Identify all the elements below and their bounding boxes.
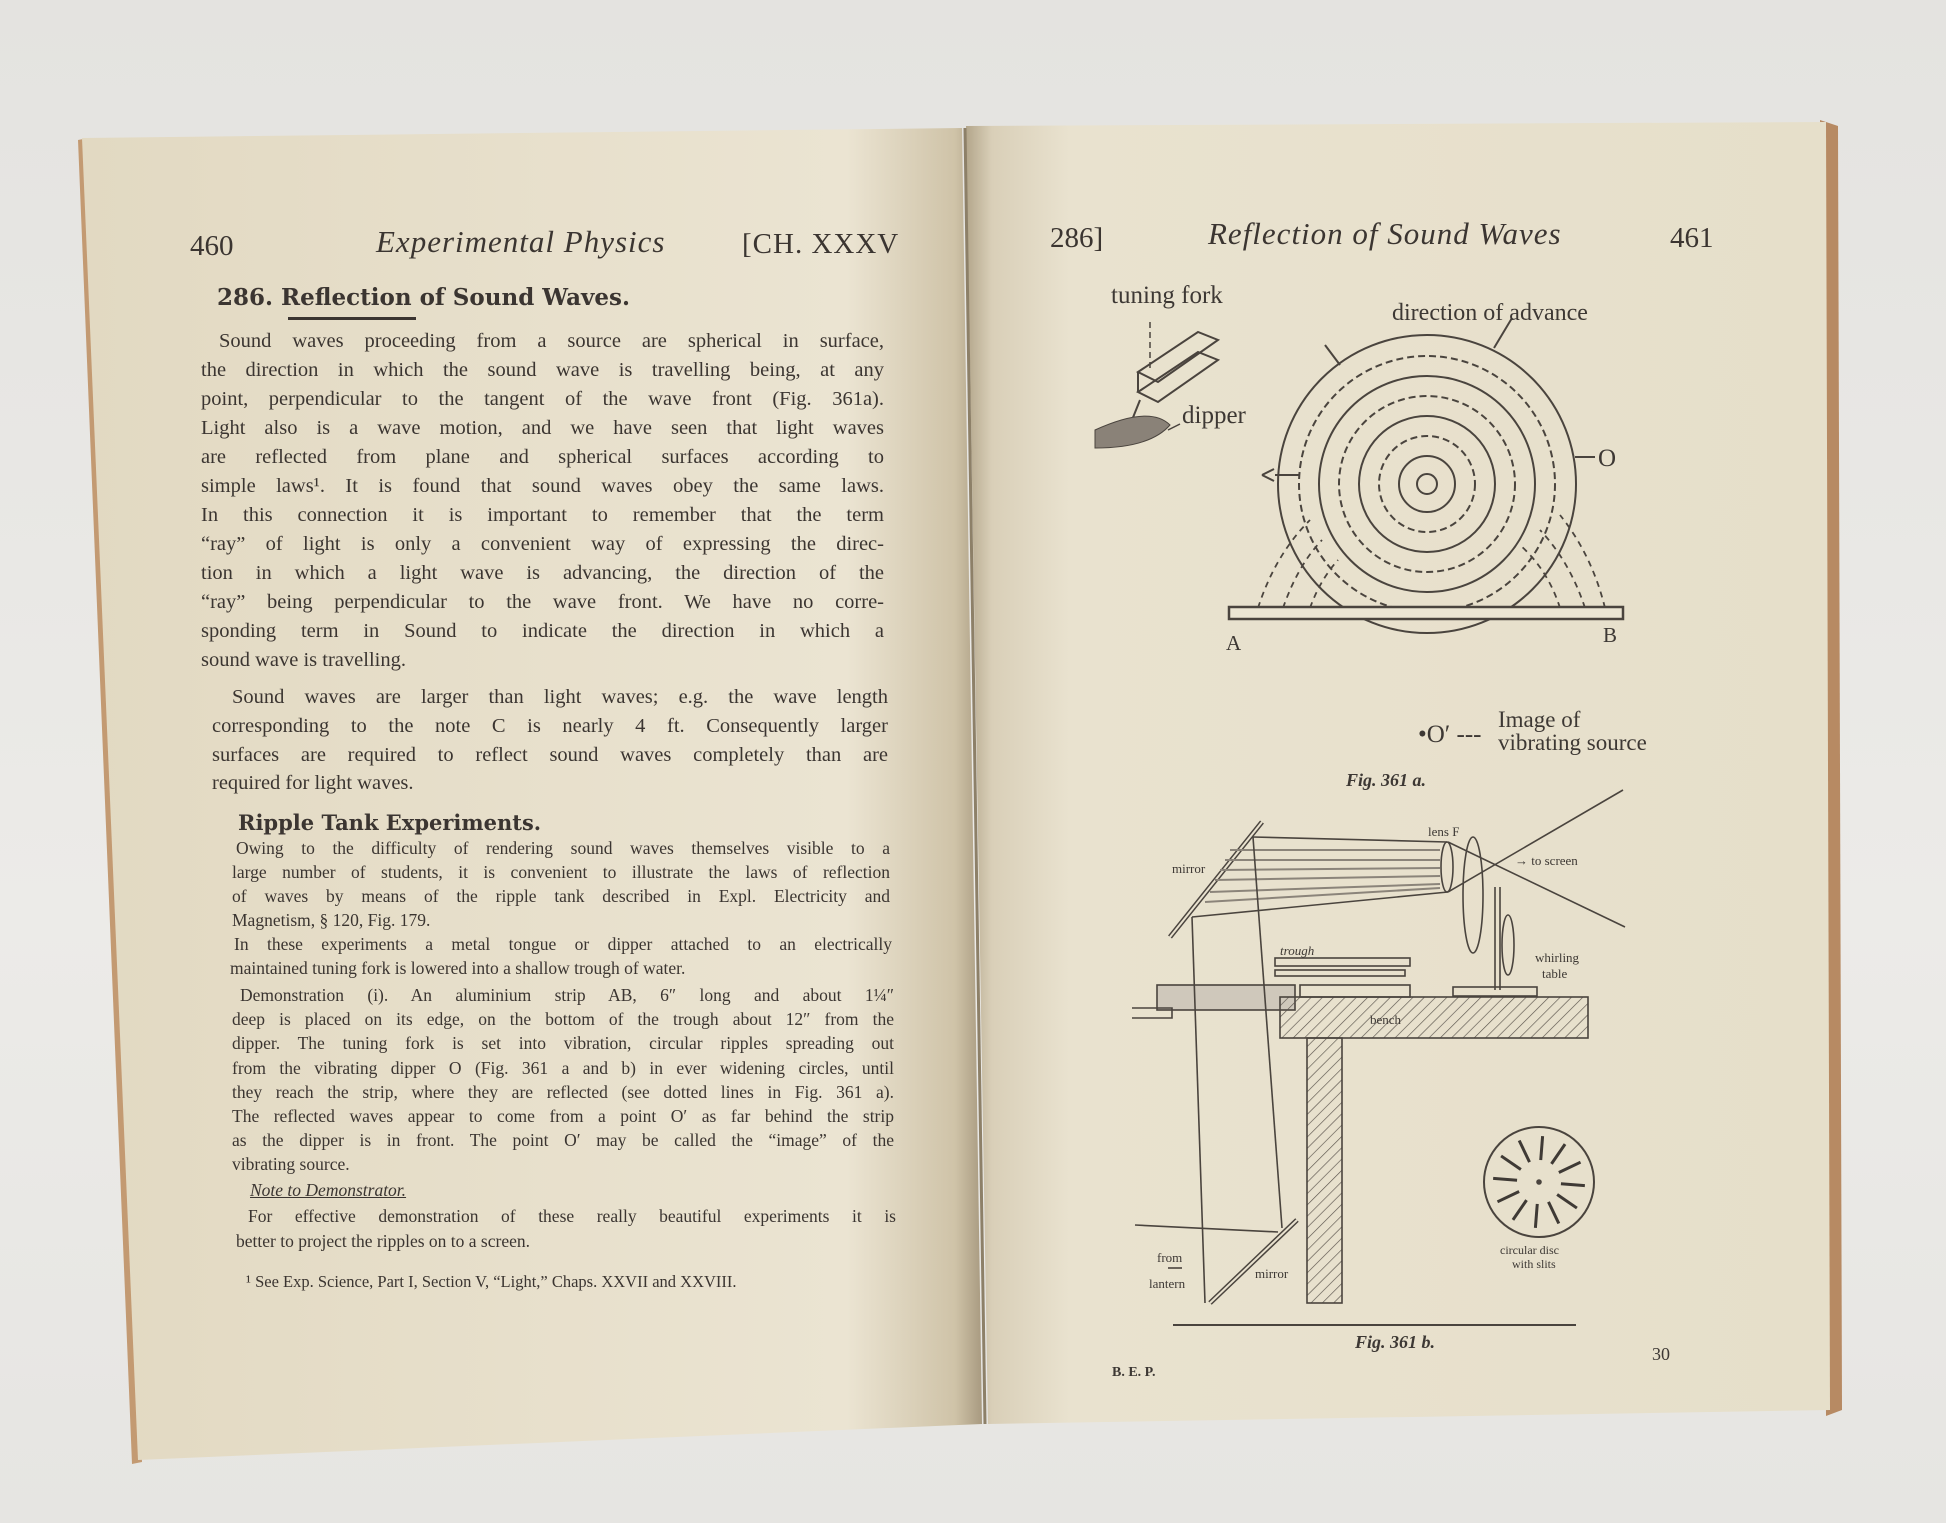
body-line: simple laws¹. It is found that sound waves obey the same laws. xyxy=(201,475,884,497)
body-line: surfaces are required to reflect sound waves completely than are xyxy=(212,743,888,766)
label-whirling-1: whirling xyxy=(1535,950,1580,965)
label-disc-2: with slits xyxy=(1512,1257,1556,1271)
label-from: from xyxy=(1157,1250,1183,1265)
body-line: In these experiments a metal tongue or dipper attached to an electrically xyxy=(234,934,892,954)
body-line: For effective demonstration of these really beautiful experiments it is xyxy=(248,1206,896,1226)
body-line: The reflected waves appear to come from a point O′ as far behind the strip xyxy=(232,1106,894,1126)
label-a: A xyxy=(1226,631,1242,655)
fig-361a-caption: Fig. 361 a. xyxy=(1346,770,1427,790)
body-line: dipper. The tuning fork is set into vibration, circular ripples spreading out xyxy=(232,1033,894,1054)
label-image-1: Image of xyxy=(1498,707,1581,732)
body-line: sound wave is travelling. xyxy=(201,649,406,671)
label-disc-1: circular disc xyxy=(1500,1243,1559,1257)
left-page-number: 460 xyxy=(190,230,234,262)
body-line: are reflected from plane and spherical surfaces according to xyxy=(201,446,884,468)
footnote: ¹ See Exp. Science, Part I, Section V, “Light,” Chaps. XXVII and XXVIII. xyxy=(246,1272,737,1291)
body-line: better to project the ripples on to a screen. xyxy=(236,1231,530,1252)
label-to-screen: → to screen xyxy=(1515,853,1578,868)
body-line: vibrating source. xyxy=(232,1154,350,1175)
label-lens: lens F xyxy=(1428,824,1460,839)
body-line: sponding term in Sound to indicate the direction in which a xyxy=(201,620,884,642)
body-line: they reach the strip, where they are reflected (see dotted lines in Fig. 361 a). xyxy=(232,1081,894,1102)
bench xyxy=(1280,997,1588,1038)
label-image-2: vibrating source xyxy=(1498,730,1647,755)
chapter-label: [CH. XXXV xyxy=(742,228,900,260)
label-mirror-top: mirror xyxy=(1172,861,1206,876)
label-b: B xyxy=(1603,623,1618,647)
label-image-point: •O′ --- xyxy=(1418,721,1482,748)
body-line: point, perpendicular to the tangent of the wave front (Fig. 361a). xyxy=(201,388,884,410)
trough xyxy=(1157,985,1295,1010)
body-line: as the dipper is in front. The point O′ may be called the “image” of the xyxy=(232,1130,894,1151)
body-line: corresponding to the note C is nearly 4 ft. Consequently larger xyxy=(212,714,888,737)
body-line: In this connection it is important to remember that the term xyxy=(201,504,884,526)
body-line: Demonstration (i). An aluminium strip AB, 6″ long and about 1¼″ xyxy=(240,985,894,1005)
body-line: Sound waves proceeding from a source are spherical in surface, xyxy=(219,330,884,352)
label-mirror-bottom: mirror xyxy=(1255,1266,1289,1281)
body-line: from the vibrating dipper O (Fig. 361 a and b) in ever widening circles, until xyxy=(232,1057,894,1078)
right-running-title: Reflection of Sound Waves xyxy=(1208,216,1562,251)
label-lantern: lantern xyxy=(1149,1276,1186,1291)
body-line: “ray” being perpendicular to the wave front. We have no corre- xyxy=(201,591,884,613)
body-line: deep is placed on its edge, on the bottom of the trough about 12″ from the xyxy=(232,1009,894,1030)
slit-mark xyxy=(1493,1178,1517,1180)
left-running-title: Experimental Physics xyxy=(376,224,666,259)
label-direction: direction of advance xyxy=(1392,300,1588,326)
body-line: tion in which a light wave is advancing, the direction of the xyxy=(201,562,884,584)
body-line: Light also is a wave motion, and we have seen that light waves xyxy=(201,417,884,439)
body-line: Owing to the difficulty of rendering sound waves themselves visible to a xyxy=(236,838,890,858)
slit-mark xyxy=(1535,1204,1537,1228)
label-source-o: O xyxy=(1598,445,1617,472)
label-whirling-2: table xyxy=(1542,966,1568,981)
slit-mark xyxy=(1541,1136,1543,1160)
aluminium-strip-ab xyxy=(1229,607,1623,619)
body-line: large number of students, it is convenient to illustrate the laws of reflection xyxy=(232,861,890,882)
body-line: Magnetism, § 120, Fig. 179. xyxy=(232,909,431,930)
body-line: the direction in which the sound wave is travelling being, at any xyxy=(201,359,884,381)
body-line: “ray” of light is only a convenient way of expressing the direc- xyxy=(201,533,884,555)
bench-leg xyxy=(1307,1038,1342,1303)
signature-mark: B. E. P. xyxy=(1112,1365,1156,1380)
body-line: required for light waves. xyxy=(212,772,414,795)
label-tuning-fork: tuning fork xyxy=(1111,282,1223,309)
right-page-number: 461 xyxy=(1670,222,1714,254)
section-heading: 286. Reflection of Sound Waves. xyxy=(217,284,630,311)
label-dipper: dipper xyxy=(1182,402,1246,429)
body-line: Sound waves are larger than light waves; e.g. the wave length xyxy=(232,686,888,708)
body-line: maintained tuning fork is lowered into a shallow trough of water. xyxy=(230,957,686,978)
sheet-number: 30 xyxy=(1652,1344,1670,1364)
slit-mark xyxy=(1561,1184,1585,1186)
heading-underline xyxy=(288,317,416,320)
note-heading: Note to Demonstrator. xyxy=(250,1180,407,1200)
subheading-ripple: Ripple Tank Experiments. xyxy=(238,810,542,835)
label-trough: trough xyxy=(1280,943,1315,958)
body-line: of waves by means of the ripple tank described in Expl. Electricity and xyxy=(232,885,890,906)
fig-361b-caption: Fig. 361 b. xyxy=(1355,1332,1436,1352)
label-bench: bench xyxy=(1370,1012,1402,1027)
section-reference: 286] xyxy=(1050,222,1104,254)
